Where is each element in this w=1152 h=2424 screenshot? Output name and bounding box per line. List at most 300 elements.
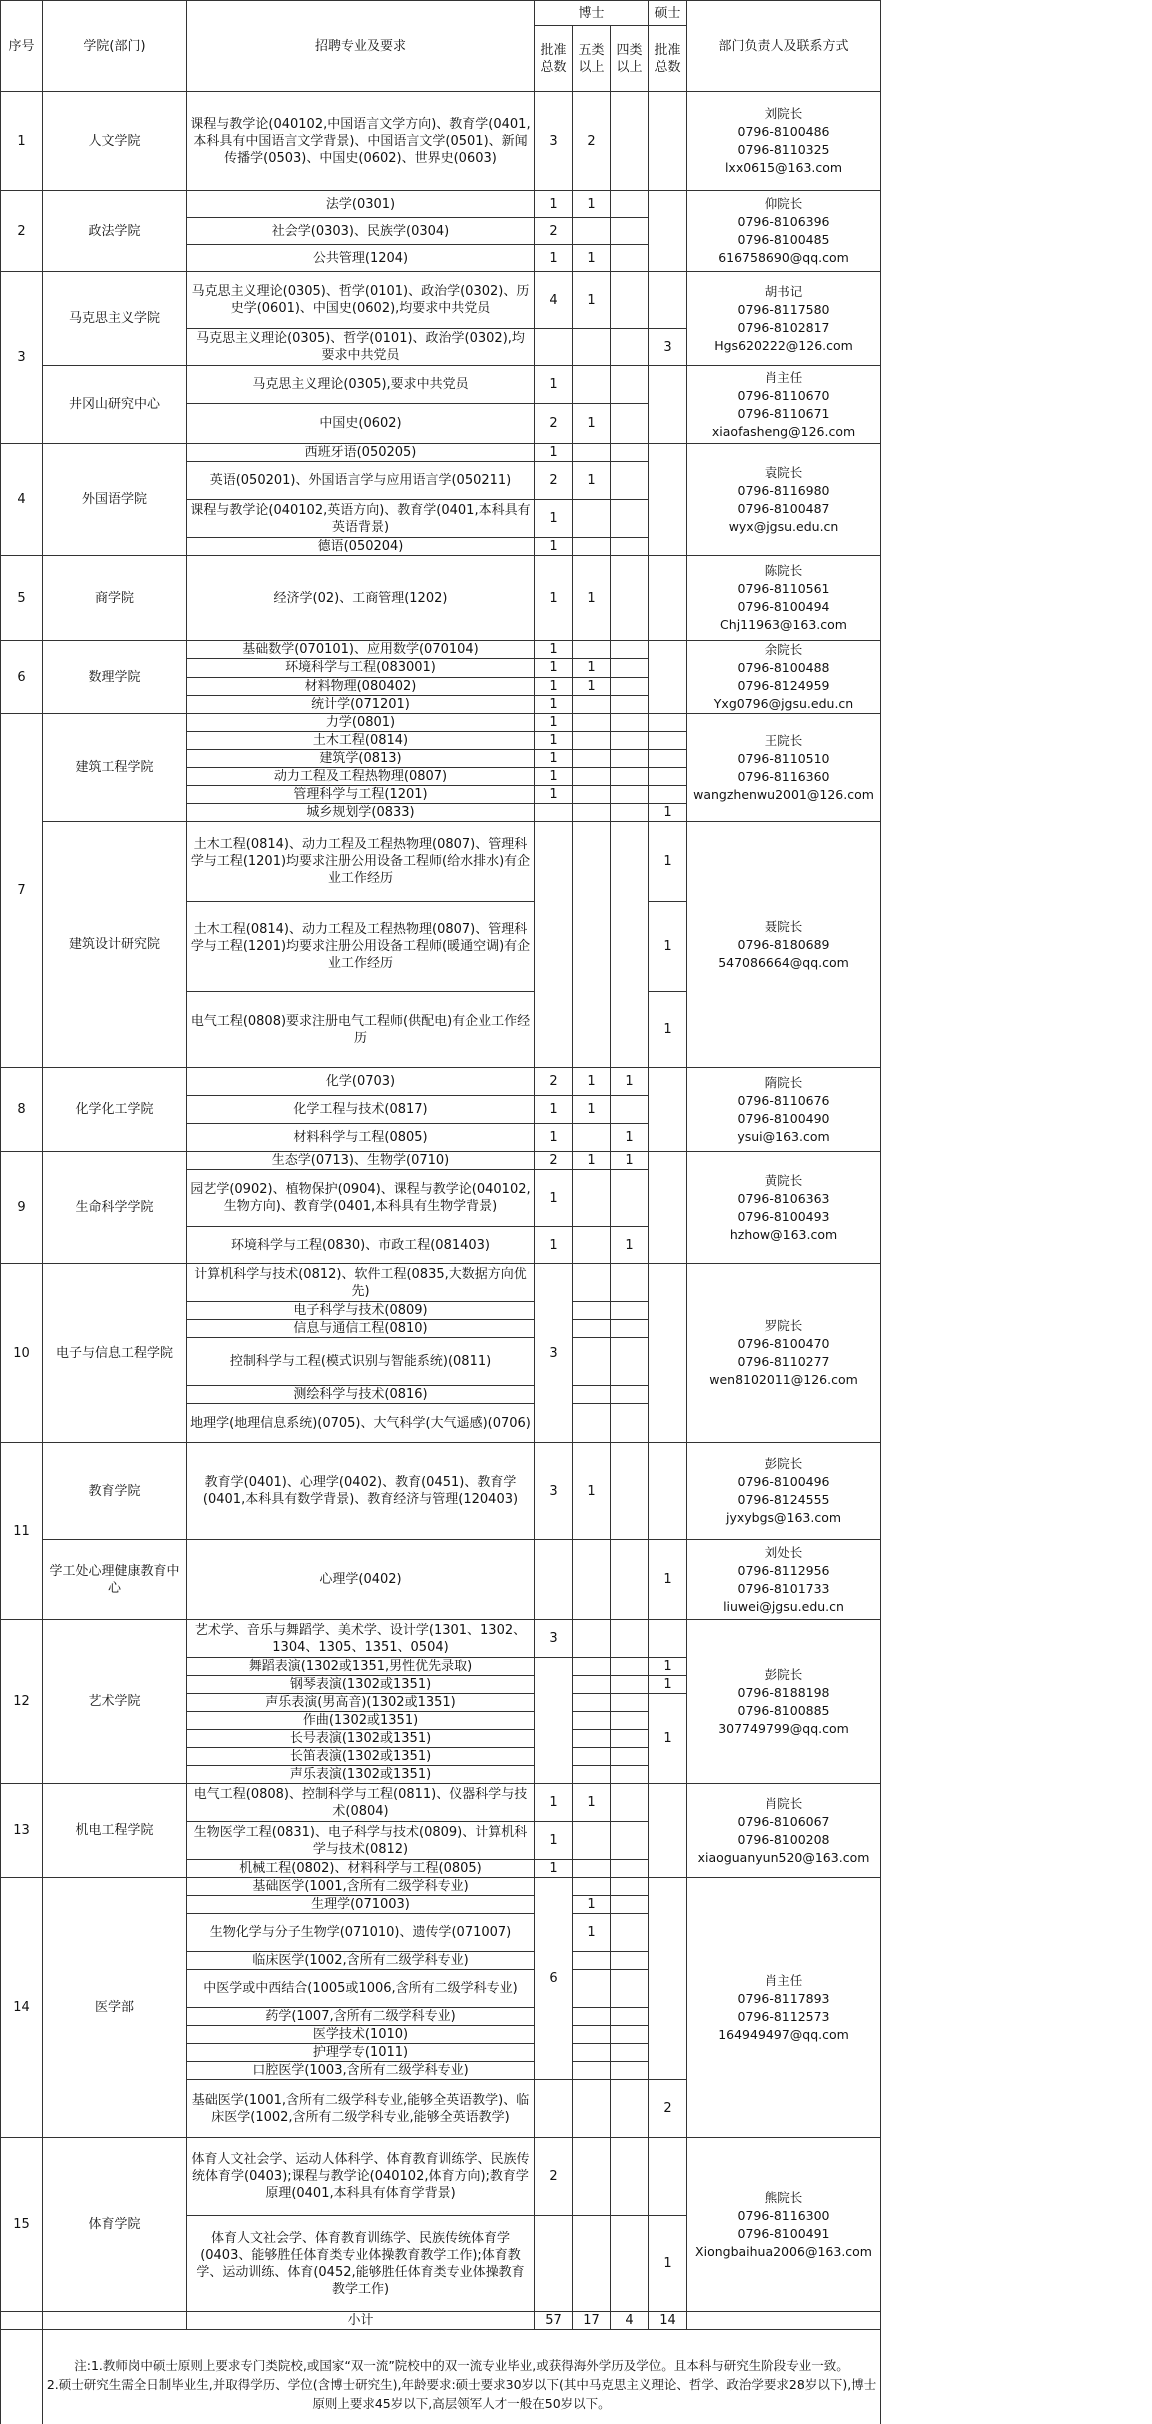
class4-cell [611, 768, 649, 786]
major-cell: 土木工程(0814) [187, 732, 535, 750]
contact-name: 肖主任 [764, 369, 803, 385]
class5-cell: 1 [573, 556, 611, 641]
class4-cell [611, 1404, 649, 1443]
major-cell: 环境科学与工程(0830)、市政工程(081403) [187, 1227, 535, 1264]
college-cell: 建筑设计研究院 [43, 822, 187, 1068]
contact-name: 刘处长 [764, 1544, 803, 1560]
major-cell: 电子科学与技术(0809) [187, 1302, 535, 1320]
class4-cell [611, 1620, 649, 1658]
major-cell: 测绘科学与技术(0816) [187, 1386, 535, 1404]
master-cell [649, 1264, 687, 1443]
class4-cell [611, 462, 649, 500]
master-cell [649, 641, 687, 714]
contact-phone: 0796-8100496 [737, 1474, 830, 1489]
class4-cell: 1 [611, 1068, 649, 1096]
master-cell [649, 750, 687, 768]
master-cell [649, 1152, 687, 1264]
class5-cell: 1 [573, 1914, 611, 1952]
contact-cell [687, 1784, 881, 1878]
class4-cell [611, 1730, 649, 1748]
class5-cell: 1 [573, 245, 611, 272]
header-master-total: 批准总数 [649, 26, 687, 92]
contact-phone: 0796-8106363 [737, 1190, 830, 1206]
approved-cell: 2 [535, 1152, 573, 1170]
major-cell: 社会学(0303)、民族学(0304) [187, 218, 535, 245]
contact-email: wyx@jgsu.edu.cn [728, 518, 839, 534]
class5-cell: 1 [573, 1896, 611, 1914]
master-cell [649, 1784, 687, 1878]
contact-email: Hgs620222@126.com [714, 337, 853, 353]
contact-name: 罗院长 [764, 1318, 803, 1333]
class5-cell [573, 641, 611, 659]
note-2: 2.硕士研究生需全日制毕业生,并取得学历、学位(含博士研究生),年龄要求:硕士要求30岁以下(其中马克思主义理论、哲学、政治学要求28岁以下),博士原则上要求45岁以下,高层领军人才一般在50岁以下。 [46, 2377, 877, 2411]
contact-cell [687, 92, 881, 191]
class5-cell [573, 786, 611, 804]
class4-cell: 1 [611, 1152, 649, 1170]
college-cell: 外国语学院 [43, 444, 187, 556]
class4-cell [611, 329, 649, 366]
major-cell: 舞蹈表演(1302或1351,男性优先录取) [187, 1658, 535, 1676]
class4-cell [611, 1676, 649, 1694]
contact-name: 彭院长 [764, 1666, 803, 1682]
class5-cell: 1 [573, 462, 611, 500]
contact-phone: 0796-8100208 [737, 1831, 830, 1847]
master-cell [649, 1620, 687, 1658]
contact-name: 胡书记 [764, 283, 803, 299]
class4-cell [611, 641, 649, 659]
class5-cell [573, 1227, 611, 1264]
approved-cell: 1 [535, 714, 573, 732]
contact-phone: 0796-8100491 [737, 2225, 830, 2241]
header-master: 硕士 [649, 1, 687, 26]
master-cell [649, 786, 687, 804]
contact-cell [687, 1620, 881, 1784]
total-master: 14 [649, 2312, 687, 2330]
class4-cell [611, 804, 649, 822]
master-cell [649, 768, 687, 786]
approved-cell: 1 [535, 677, 573, 695]
approved-cell: 1 [535, 750, 573, 768]
major-cell: 生物化学与分子生物学(071010)、遗传学(071007) [187, 1914, 535, 1952]
contact-email: hzhow@163.com [729, 1226, 838, 1242]
major-cell: 心理学(0402) [187, 1540, 535, 1620]
master-cell: 1 [649, 804, 687, 822]
class5-cell: 1 [573, 677, 611, 695]
approved-cell: 1 [535, 641, 573, 659]
class5-cell [573, 822, 611, 1068]
contact-name: 隋院长 [764, 1074, 803, 1090]
contact-cell [687, 714, 881, 822]
class5-cell [573, 1170, 611, 1227]
class4-cell [611, 404, 649, 444]
master-cell [649, 2138, 687, 2216]
contact-phone: 0796-8188198 [737, 1684, 830, 1700]
class4-cell [611, 695, 649, 713]
seq-cell: 6 [1, 641, 43, 714]
major-cell: 中医学或中西结合(1005或1006,含所有二级学科专业) [187, 1970, 535, 2008]
major-cell: 艺术学、音乐与舞蹈学、美术学、设计学(1301、1302、1304、1305、1351、0504) [187, 1620, 535, 1658]
contact-email: ysui@163.com [737, 1128, 830, 1144]
contact-name: 黄院长 [764, 1172, 803, 1188]
major-cell: 管理科学与工程(1201) [187, 786, 535, 804]
major-cell: 土木工程(0814)、动力工程及工程热物理(0807)、管理科学与工程(1201)均要求注册公用设备工程师(暖通空调)有企业工作经历 [187, 902, 535, 992]
contact-email: xiaofasheng@126.com [711, 423, 856, 439]
contact-cell [687, 1068, 881, 1152]
header-phd: 博士 [535, 1, 649, 26]
class4-cell [611, 2138, 649, 2216]
class4-cell [611, 1443, 649, 1540]
master-cell: 1 [649, 1540, 687, 1620]
class4-cell [611, 1540, 649, 1620]
contact-cell [687, 1443, 881, 1540]
contact-cell [687, 822, 881, 1068]
major-cell: 德语(050204) [187, 538, 535, 556]
class4-cell [611, 822, 649, 1068]
contact-phone: 0796-8110277 [737, 1354, 830, 1369]
contact-name: 彭院长 [764, 1456, 803, 1471]
seq-cell: 10 [1, 1264, 43, 1443]
contact-phone: 0796-8117580 [737, 301, 830, 317]
class4-cell: 1 [611, 1227, 649, 1264]
seq-cell: 1 [1, 92, 43, 191]
approved-cell: 1 [535, 500, 573, 538]
total-seq-cell [1, 2312, 43, 2330]
contact-cell [687, 1878, 881, 2138]
approved-cell: 1 [535, 732, 573, 750]
total-approved: 57 [535, 2312, 573, 2330]
college-cell: 生命科学学院 [43, 1152, 187, 1264]
master-cell [649, 556, 687, 641]
major-cell: 力学(0801) [187, 714, 535, 732]
contact-phone: 0796-8106067 [737, 1813, 830, 1829]
contact-phone: 0796-8110561 [737, 581, 830, 596]
college-cell: 马克思主义学院 [43, 272, 187, 366]
approved-cell [535, 1540, 573, 1620]
class4-cell [611, 366, 649, 404]
total-contact-cell [687, 2312, 881, 2330]
class4-cell [611, 2026, 649, 2044]
approved-cell [535, 2216, 573, 2312]
major-cell: 临床医学(1002,含所有二级学科专业) [187, 1952, 535, 1970]
class5-cell: 1 [573, 272, 611, 329]
approved-cell: 3 [535, 1620, 573, 1658]
class5-cell [573, 538, 611, 556]
major-cell: 地理学(地理信息系统)(0705)、大气科学(大气遥感)(0706) [187, 1404, 535, 1443]
approved-cell: 1 [535, 1822, 573, 1860]
master-cell: 1 [649, 822, 687, 902]
major-cell: 环境科学与工程(083001) [187, 659, 535, 677]
contact-email: liuwei@jgsu.edu.cn [723, 1598, 844, 1614]
class4-cell [611, 1822, 649, 1860]
approved-cell: 1 [535, 768, 573, 786]
master-cell: 1 [649, 1676, 687, 1694]
major-cell: 生理学(071003) [187, 1896, 535, 1914]
class5-cell [573, 1124, 611, 1152]
master-cell [649, 272, 687, 329]
class5-cell [573, 1338, 611, 1386]
approved-cell: 2 [535, 218, 573, 245]
class4-cell [611, 1386, 649, 1404]
contact-phone: 0796-8100493 [737, 1208, 830, 1224]
class5-cell [573, 1302, 611, 1320]
class5-cell [573, 1540, 611, 1620]
class5-cell [573, 2080, 611, 2138]
major-cell: 电气工程(0808)要求注册电气工程师(供配电)有企业工作经历 [187, 992, 535, 1068]
major-cell: 钢琴表演(1302或1351) [187, 1676, 535, 1694]
seq-cell: 2 [1, 191, 43, 272]
approved-cell: 1 [535, 1096, 573, 1124]
class5-cell: 1 [573, 1152, 611, 1170]
major-cell: 马克思主义理论(0305)、哲学(0101)、政治学(0302),均要求中共党员 [187, 329, 535, 366]
class4-cell [611, 218, 649, 245]
contact-email: wen8102011@126.com [709, 1372, 858, 1387]
approved-cell: 1 [535, 366, 573, 404]
major-cell: 化学工程与技术(0817) [187, 1096, 535, 1124]
major-cell: 西班牙语(050205) [187, 444, 535, 462]
master-cell: 1 [649, 1658, 687, 1676]
master-cell [649, 92, 687, 191]
approved-cell: 1 [535, 538, 573, 556]
major-cell: 教育学(0401)、心理学(0402)、教育(0451)、教育学(0401,本科具有数学背景)、教育经济与管理(120403) [187, 1443, 535, 1540]
contact-email: Chj11963@163.com [720, 617, 847, 632]
major-cell: 口腔医学(1003,含所有二级学科专业) [187, 2062, 535, 2080]
contact-cell [687, 2138, 881, 2312]
contact-phone: 0796-8124555 [737, 1492, 830, 1507]
total-class5: 17 [573, 2312, 611, 2330]
major-cell: 英语(050201)、外国语言学与应用语言学(050211) [187, 462, 535, 500]
major-cell: 电气工程(0808)、控制科学与工程(0811)、仪器科学与技术(0804) [187, 1784, 535, 1822]
seq-cell: 9 [1, 1152, 43, 1264]
college-cell: 教育学院 [43, 1443, 187, 1540]
contact-email: jyxybgs@163.com [725, 1510, 842, 1525]
class4-cell [611, 732, 649, 750]
major-cell: 基础医学(1001,含所有二级学科专业,能够全英语教学)、临床医学(1002,含所有二级学科专业,能够全英语教学) [187, 2080, 535, 2138]
contact-email: Xiongbaihua2006@163.com [695, 2243, 872, 2259]
seq-cell: 12 [1, 1620, 43, 1784]
major-cell: 中国史(0602) [187, 404, 535, 444]
class4-cell [611, 1860, 649, 1878]
total-label: 小计 [187, 2312, 535, 2330]
class4-cell [611, 556, 649, 641]
class4-cell [611, 1784, 649, 1822]
major-cell: 园艺学(0902)、植物保护(0904)、课程与教学论(040102,生物方向)、教育学(0401,本科具有生物学背景) [187, 1170, 535, 1227]
approved-cell: 2 [535, 404, 573, 444]
college-cell: 政法学院 [43, 191, 187, 272]
class5-cell [573, 1620, 611, 1658]
approved-cell: 3 [535, 1443, 573, 1540]
class5-cell [573, 1730, 611, 1748]
class5-cell [573, 695, 611, 713]
contact-phone: 0796-8101733 [737, 1580, 830, 1596]
master-cell [649, 714, 687, 732]
class4-cell [611, 714, 649, 732]
approved-cell [535, 1658, 573, 1784]
master-cell: 1 [649, 1694, 687, 1784]
class5-cell: 1 [573, 1784, 611, 1822]
seq-cell: 11 [1, 1443, 43, 1620]
class4-cell [611, 1096, 649, 1124]
class5-cell [573, 1694, 611, 1712]
seq-cell: 8 [1, 1068, 43, 1152]
college-cell: 化学化工学院 [43, 1068, 187, 1152]
class4-cell [611, 2080, 649, 2138]
major-cell: 生物医学工程(0831)、电子科学与技术(0809)、计算机科学与技术(0812) [187, 1822, 535, 1860]
class4-cell [611, 1302, 649, 1320]
major-cell: 机械工程(0802)、材料科学与工程(0805) [187, 1860, 535, 1878]
contact-email: 547086664@qq.com [718, 954, 849, 970]
class5-cell: 1 [573, 1443, 611, 1540]
contact-name: 聂院长 [764, 918, 803, 934]
contact-email: 164949497@qq.com [718, 2026, 849, 2042]
college-cell: 机电工程学院 [43, 1784, 187, 1878]
college-cell: 建筑工程学院 [43, 714, 187, 822]
major-cell: 声乐表演(1302或1351) [187, 1766, 535, 1784]
major-cell: 药学(1007,含所有二级学科专业) [187, 2008, 535, 2026]
major-cell: 马克思主义理论(0305),要求中共党员 [187, 366, 535, 404]
major-cell: 公共管理(1204) [187, 245, 535, 272]
seq-cell: 7 [1, 714, 43, 1068]
major-cell: 长笛表演(1302或1351) [187, 1748, 535, 1766]
college-cell: 数理学院 [43, 641, 187, 714]
contact-name: 陈院长 [764, 563, 803, 578]
major-cell: 控制科学与工程(模式识别与智能系统)(0811) [187, 1338, 535, 1386]
approved-cell: 1 [535, 245, 573, 272]
major-cell: 基础医学(1001,含所有二级学科专业) [187, 1878, 535, 1896]
class5-cell [573, 750, 611, 768]
major-cell: 城乡规划学(0833) [187, 804, 535, 822]
class5-cell [573, 2026, 611, 2044]
class4-cell [611, 2216, 649, 2312]
class4-cell [611, 272, 649, 329]
contact-phone: 0796-8106396 [737, 214, 830, 229]
class5-cell [573, 1712, 611, 1730]
contact-cell [687, 444, 881, 556]
class4-cell [611, 1338, 649, 1386]
approved-cell: 1 [535, 659, 573, 677]
college-cell: 医学部 [43, 1878, 187, 2138]
class5-cell: 1 [573, 1068, 611, 1096]
contact-phone: 0796-8112573 [737, 2008, 830, 2024]
class5-cell [573, 1264, 611, 1302]
contact-email: xiaoguanyun520@163.com [697, 1849, 870, 1865]
master-cell [649, 1878, 687, 2080]
contact-phone: 0796-8100485 [737, 232, 830, 247]
master-cell [649, 1443, 687, 1540]
contact-email: wangzhenwu2001@126.com [693, 786, 874, 802]
notes-cell [43, 2330, 881, 2424]
contact-name: 仰院长 [764, 196, 803, 211]
class5-cell [573, 2008, 611, 2026]
college-cell: 电子与信息工程学院 [43, 1264, 187, 1443]
class5-cell [573, 1952, 611, 1970]
seq-cell: 3 [1, 272, 43, 444]
contact-phone: 0796-8100470 [737, 1336, 830, 1351]
major-cell: 材料科学与工程(0805) [187, 1124, 535, 1152]
master-cell [649, 732, 687, 750]
class4-cell [611, 500, 649, 538]
class5-cell: 1 [573, 191, 611, 218]
class4-cell [611, 786, 649, 804]
contact-phone: 0796-8116300 [737, 2207, 830, 2223]
college-cell: 学工处心理健康教育中心 [43, 1540, 187, 1620]
class5-cell [573, 1658, 611, 1676]
total-class4: 4 [611, 2312, 649, 2330]
class5-cell [573, 1766, 611, 1784]
approved-cell [535, 822, 573, 1068]
class5-cell [573, 1320, 611, 1338]
contact-phone: 0796-8100885 [737, 1702, 830, 1718]
master-cell [649, 366, 687, 444]
class4-cell [611, 1320, 649, 1338]
class5-cell [573, 500, 611, 538]
class5-cell [573, 444, 611, 462]
approved-cell [535, 2080, 573, 2138]
master-cell [649, 1068, 687, 1152]
class5-cell [573, 1676, 611, 1694]
class5-cell: 1 [573, 1096, 611, 1124]
major-cell: 建筑学(0813) [187, 750, 535, 768]
class4-cell [611, 1970, 649, 2008]
class4-cell [611, 1170, 649, 1227]
approved-cell: 1 [535, 1170, 573, 1227]
class5-cell: 2 [573, 92, 611, 191]
major-cell: 体育人文社会学、体育教育训练学、民族传统体育学(0403、能够胜任体育类专业体操教育教学工作);体育教学、运动训练、体育(0452,能够胜任体育类专业体操教育教学工作) [187, 2216, 535, 2312]
class5-cell [573, 2062, 611, 2080]
contact-cell [687, 191, 881, 272]
class4-cell: 1 [611, 1124, 649, 1152]
class5-cell [573, 1860, 611, 1878]
class5-cell [573, 1386, 611, 1404]
class4-cell [611, 2044, 649, 2062]
class5-cell [573, 2044, 611, 2062]
header-approved-total: 批准总数 [535, 26, 573, 92]
contact-cell [687, 272, 881, 366]
class4-cell [611, 444, 649, 462]
contact-phone: 0796-8100490 [737, 1110, 830, 1126]
contact-name: 肖主任 [764, 1972, 803, 1988]
class4-cell [611, 1694, 649, 1712]
approved-cell: 3 [535, 92, 573, 191]
contact-cell [687, 1540, 881, 1620]
header-contact: 部门负责人及联系方式 [687, 1, 881, 92]
class5-cell [573, 768, 611, 786]
contact-cell [687, 556, 881, 641]
contact-phone: 0796-8100486 [737, 124, 830, 139]
class5-cell [573, 804, 611, 822]
approved-cell: 1 [535, 786, 573, 804]
major-cell: 护理学专(1011) [187, 2044, 535, 2062]
class4-cell [611, 677, 649, 695]
contact-phone: 0796-8110670 [737, 387, 830, 403]
class5-cell [573, 329, 611, 366]
contact-phone: 0796-8100494 [737, 599, 830, 614]
contact-phone: 0796-8117893 [737, 1990, 830, 2006]
approved-cell [535, 329, 573, 366]
class4-cell [611, 1952, 649, 1970]
class4-cell [611, 1766, 649, 1784]
approved-cell: 6 [535, 1878, 573, 2080]
major-cell: 长号表演(1302或1351) [187, 1730, 535, 1748]
contact-name: 王院长 [764, 732, 803, 748]
class5-cell [573, 366, 611, 404]
contact-name: 熊院长 [764, 2189, 803, 2205]
contact-name: 刘院长 [764, 106, 803, 121]
class5-cell [573, 714, 611, 732]
approved-cell: 1 [535, 191, 573, 218]
header-seq: 序号 [1, 1, 43, 92]
approved-cell: 1 [535, 556, 573, 641]
contact-phone: 0796-8102817 [737, 319, 830, 335]
